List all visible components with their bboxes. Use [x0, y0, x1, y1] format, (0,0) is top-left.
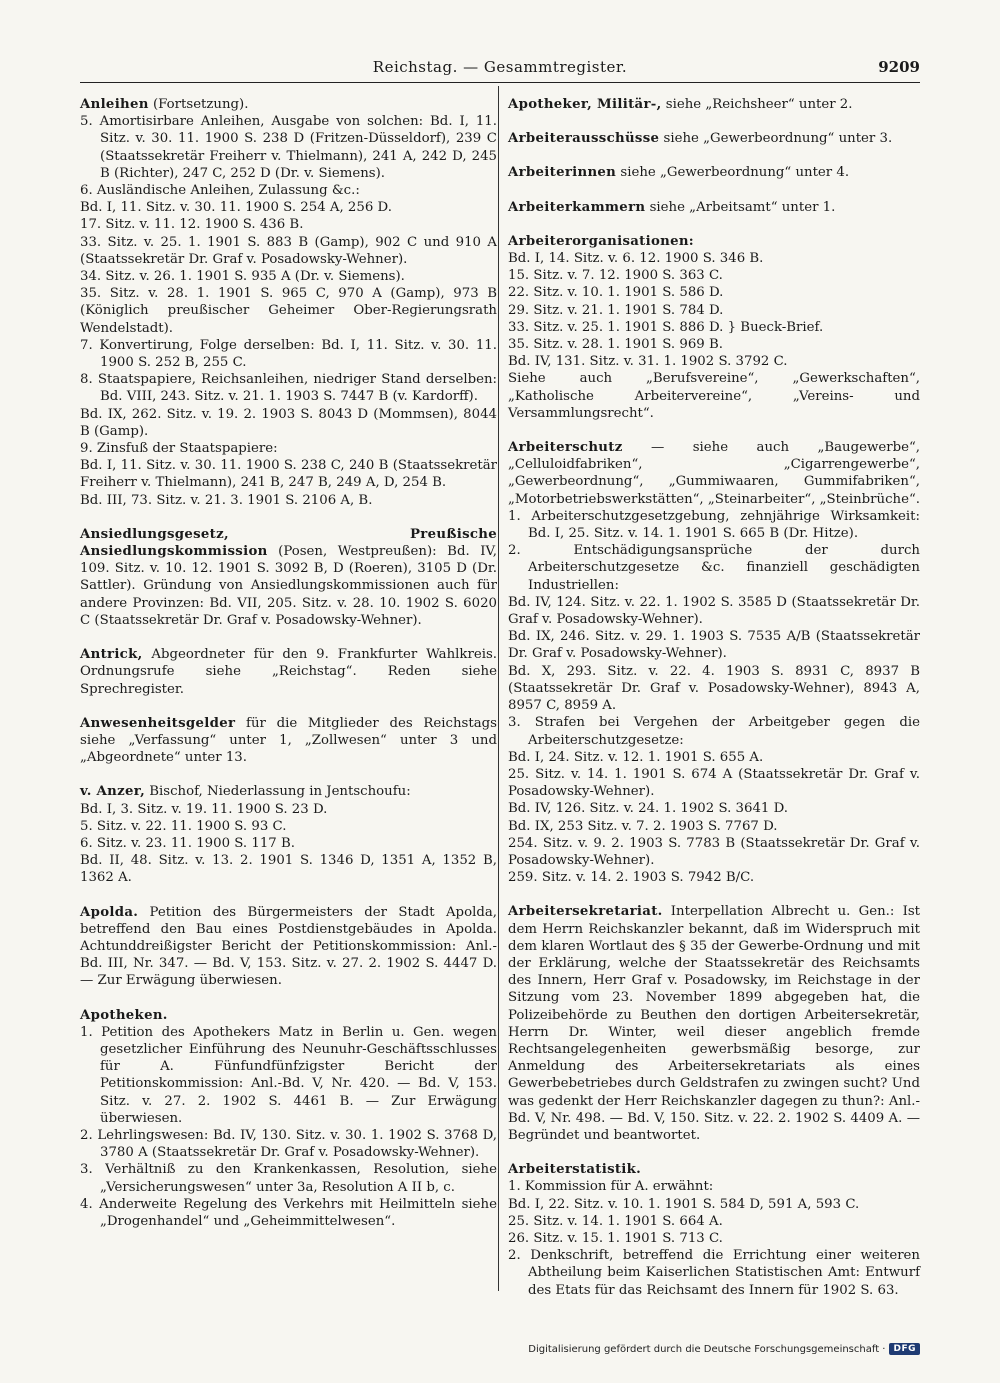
entry-line: 6. Sitz. v. 23. 11. 1900 S. 117 B. [80, 835, 295, 851]
entry-keyword: Anleihen [80, 97, 149, 112]
entry-line: 33. Sitz. v. 25. 1. 1901 S. 883 B (Gamp), 902 C und 910 A (Staatssekretär Dr. Graf v. Posadowsky-Wehner). [80, 234, 497, 267]
entry-keyword: Apotheker, Militär-, [508, 97, 662, 112]
entry-line: 29. Sitz. v. 21. 1. 1901 S. 784 D. [508, 302, 724, 318]
entry-text: (Posen, Westpreußen): Bd. IV, 109. Sitz. v. 10. 12. 1901 S. 3092 B, D (Roeren), 3105 D (Dr. Sattler). Gründung von Ansiedlungskommissionen auch für andere Provinzen: Bd. VII, 205. Sitz. v. 28. 10. 1902 S. 6020 C (Staatssekretär Dr. Graf v. Posadowsky-Wehner). [80, 544, 497, 628]
entry-line: 2. Denkschrift, betreffend die Errichtung einer weiteren Abtheilung beim Kaiserlichen Statistischen Amt: Entwurf des Etats für das Reichsamt des Innern für 1902 S. 63. [508, 1248, 920, 1298]
entry-line: Bd. X, 293. Sitz. v. 22. 4. 1903 S. 8931 C, 8937 B (Staatssekretär Dr. Graf v. Posadowsky-Wehner), 8943 A, 8957 C, 8959 A. [508, 663, 920, 714]
register-entry [80, 904, 497, 990]
entry-line: 4. Anderweite Regelung des Verkehrs mit Heilmitteln siehe „Drogenhandel“ und „Geheimmittelwesen“. [80, 1196, 497, 1229]
entry-keyword: Arbeiterstatistik. [508, 1162, 642, 1178]
register-entry [508, 164, 920, 181]
entry-line: 26. Sitz. v. 15. 1. 1901 S. 713 C. [508, 1230, 723, 1246]
register-entry [80, 1007, 497, 1231]
entry-lead [508, 439, 920, 508]
left-column [80, 96, 497, 1247]
entry-line: 22. Sitz. v. 10. 1. 1901 S. 586 D. [508, 285, 724, 301]
entry-text: Interpellation Albrecht u. Gen.: Ist dem Herrn Reichskanzler bekannt, daß im Widerspruch mit dem klaren Wortlaut des § 35 der Gewerbe-Ordnung und mit der Erklärung, welche der Staatssekretär des Reichsamts des Innern, Herr Graf v. Posadowsky, im Reichstage in der Sitzung vom 23. November 1899 abgegeben hat, die Polizeibehörde zu Beuthen den dortigen Arbeitersekretär, Herrn Dr. Winter, weil dieser angeblich fremde Rechtsangelegenheiten gewerbsmäßig besorge, zur Anmeldung des Arbeitersekretariats als eines Gewerbebetriebes durch Geldstrafen zu zwingen sucht? Und was gedenkt der Herr Reichskanzler dagegen zu thun?: Anl.-Bd. V, Nr. 498. — Bd. V, 150. Sitz. v. 22. 2. 1902 S. 4409 A. — Begründet und beantwortet. [508, 904, 920, 1143]
entry-keyword: Apolda. [80, 904, 139, 920]
entry-keyword: Arbeiterausschüsse [508, 131, 660, 147]
entry-keyword: Anwesenheitsgelder [80, 715, 236, 731]
entry-line: 35. Sitz. v. 28. 1. 1901 S. 965 C, 970 A (Gamp), 973 B (Königlich preußischer Geheimer Ober-Regierungsrath Wendelstadt). [80, 286, 497, 336]
register-entry [508, 96, 920, 113]
footer-credit [528, 1343, 920, 1355]
entry-line: Bd. III, 73. Sitz. v. 21. 3. 1901 S. 2106 A, B. [80, 492, 373, 508]
entry-line: Bd. IV, 126. Sitz. v. 24. 1. 1902 S. 3641 D. [508, 801, 789, 817]
entry-keyword: Arbeitersekretariat. [508, 904, 663, 920]
entry-line: 25. Sitz. v. 14. 1. 1901 S. 674 A (Staatssekretär Dr. Graf v. Posadowsky-Wehner). [508, 766, 920, 800]
entry-keyword: Apotheken. [80, 1007, 168, 1023]
entry-line: 3. Verhältniß zu den Krankenkassen, Resolution, siehe „Versicherungswesen“ unter 3a, Resolution A II b, c. [80, 1162, 497, 1195]
register-entry [80, 96, 497, 509]
entry-line: 34. Sitz. v. 26. 1. 1901 S. 935 A (Dr. v. Siemens). [80, 269, 405, 285]
register-entry [80, 526, 497, 629]
entry-line: 17. Sitz. v. 11. 12. 1900 S. 436 B. [80, 217, 304, 233]
register-entry [508, 1161, 920, 1299]
right-column [508, 96, 920, 1316]
entry-line: Bd. II, 48. Sitz. v. 13. 2. 1901 S. 1346 D, 1351 A, 1352 B, 1362 A. [80, 853, 497, 886]
entry-line: 3. Strafen bei Vergehen der Arbeitgeber gegen die Arbeiterschutzgesetze: [508, 715, 920, 748]
entry-keyword: Antrick, [80, 647, 143, 663]
entry-keyword: v. Anzer, [80, 784, 146, 800]
entry-keyword: Arbeiterinnen [508, 165, 617, 181]
entry-lead [508, 233, 920, 250]
entry-text: für die Mitglieder des Reichstags siehe „Verfassung“ unter 1, „Zollwesen“ unter 3 und „Abgeordnete“ unter 13. [80, 715, 497, 766]
entry-line: 5. Sitz. v. 22. 11. 1900 S. 93 C. [80, 818, 287, 834]
entry-lead [80, 526, 497, 629]
register-entry [508, 199, 920, 216]
running-title: Reichstag. — Gesammtregister. [372, 58, 628, 76]
entry-line: Bd. IV, 124. Sitz. v. 22. 1. 1902 S. 3585 D (Staatssekretär Dr. Graf v. Posadowsky-Wehner). [508, 594, 920, 628]
entry-line: 8. Staatspapiere, Reichsanleihen, niedriger Stand derselben: Bd. VIII, 243. Sitz. v. 21. 1. 1903 S. 7447 B (v. Kardorff). [80, 372, 497, 405]
entry-lead [80, 715, 497, 767]
entry-line: Bd. I, 24. Sitz. v. 12. 1. 1901 S. 655 A. [508, 749, 764, 765]
entry-text: Petition des Bürgermeisters der Stadt Apolda, betreffend den Bau eines Postdienstgebäudes in Apolda. Achtunddreißigster Bericht der Petitionskommission: Anl.-Bd. III, Nr. 347. — Bd. V, 153. Sitz. v. 27. 2. 1902 S. 4447 D. — Zur Erwägung überwiesen. [80, 904, 497, 989]
entry-line: 9. Zinsfuß der Staatspapiere: [80, 441, 278, 457]
entry-line: Bd. I, 3. Sitz. v. 19. 11. 1900 S. 23 D. [80, 801, 328, 817]
entry-text: siehe „Arbeitsamt“ unter 1. [645, 199, 836, 215]
register-entry [80, 715, 497, 767]
register-entry [508, 233, 920, 422]
entry-lead [80, 96, 497, 113]
entry-line: Bd. I, 22. Sitz. v. 10. 1. 1901 S. 584 D, 591 A, 593 C. [508, 1196, 860, 1212]
entry-line: 7. Konvertirung, Folge derselben: Bd. I, 11. Sitz. v. 30. 11. 1900 S. 252 B, 255 C. [80, 337, 497, 371]
entry-line: 2. Lehrlingswesen: Bd. IV, 130. Sitz. v. 30. 1. 1902 S. 3768 D, 3780 A (Staatssekretär Dr. Graf v. Posadowsky-Wehner). [80, 1127, 497, 1161]
entry-line: 35. Sitz. v. 28. 1. 1901 S. 969 B. [508, 337, 723, 353]
entry-line: Bd. I, 11. Sitz. v. 30. 11. 1900 S. 254 A, 256 D. [80, 200, 392, 216]
footer-text: Digitalisierung gefördert durch die Deutsche Forschungsgemeinschaft · [528, 1343, 886, 1355]
entry-line: 15. Sitz. v. 7. 12. 1900 S. 363 C. [508, 268, 723, 284]
entry-text: siehe „Gewerbeordnung“ unter 3. [659, 131, 893, 147]
register-entry [508, 439, 920, 886]
entry-lead [80, 783, 497, 800]
register-entry [80, 783, 497, 886]
entry-line: 33. Sitz. v. 25. 1. 1901 S. 886 D. } Bueck-Brief. [508, 319, 824, 335]
entry-text: Abgeordneter für den 9. Frankfurter Wahlkreis. Ordnungsrufe siehe „Reichstag“. Reden siehe Sprechregister. [80, 647, 497, 697]
register-entry [508, 130, 920, 147]
column-divider [498, 86, 499, 1291]
entry-lead [508, 903, 920, 1144]
entry-keyword: Arbeiterkammern [508, 199, 646, 215]
entry-line: 1. Arbeiterschutzgesetzgebung, zehnjährige Wirksamkeit: Bd. I, 25. Sitz. v. 14. 1. 1901 S. 665 B (Dr. Hitze). [508, 508, 920, 542]
entry-line: 1. Kommission für A. erwähnt: [508, 1179, 714, 1195]
entry-lead [80, 646, 497, 698]
dfg-logo: DFG [889, 1343, 920, 1355]
entry-line: 259. Sitz. v. 14. 2. 1903 S. 7942 B/C. [508, 870, 755, 886]
entry-line: 2. Entschädigungsansprüche der durch Arbeiterschutzgesetze &c. finanziell geschädigten Industriellen: [508, 543, 920, 593]
entry-keyword: Ansiedlungsgesetz, Preußische Ansiedlungskommission [80, 526, 497, 560]
entry-line: Bd. IX, 246. Sitz. v. 29. 1. 1903 S. 7535 A/B (Staatssekretär Dr. Graf v. Posadowsky-Wehner). [508, 629, 920, 662]
page-header [80, 58, 920, 80]
entry-lead [508, 199, 920, 216]
entry-keyword: Arbeiterorganisationen: [508, 233, 695, 249]
entry-text: siehe „Reichsheer“ unter 2. [661, 97, 853, 112]
entry-line: 25. Sitz. v. 14. 1. 1901 S. 664 A. [508, 1213, 723, 1229]
entry-line: Bd. I, 11. Sitz. v. 30. 11. 1900 S. 238 C, 240 B (Staatssekretär Freiherr v. Thielmann), 241 B, 247 B, 249 A, D, 254 B. [80, 458, 497, 491]
entry-lead [508, 96, 920, 113]
entry-line: 5. Amortisirbare Anleihen, Ausgabe von solchen: Bd. I, 11. Sitz. v. 30. 11. 1900 S. 238 D (Fritzen-Düsseldorf), 239 C (Staatssekretär Freiherr v. Thielmann), 241 A, 242 D, 245 B (Richter), 247 C, 252 D (Dr. v. Siemens). [80, 114, 497, 181]
entry-line: Bd. I, 14. Sitz. v. 6. 12. 1900 S. 346 B. [508, 251, 764, 267]
entry-text: siehe „Gewerbeordnung“ unter 4. [616, 165, 850, 181]
entry-text: Bischof, Niederlassung in Jentschoufu: [145, 784, 411, 800]
entry-line: 6. Ausländische Anleihen, Zulassung &c.: [80, 183, 360, 199]
entry-lead [508, 1161, 920, 1178]
entry-line: Bd. IX, 253 Sitz. v. 7. 2. 1903 S. 7767 D. [508, 818, 778, 834]
page-number: 9209 [878, 58, 920, 76]
register-entry [80, 646, 497, 698]
entry-lead [80, 1007, 497, 1024]
entry-line: 254. Sitz. v. 9. 2. 1903 S. 7783 B (Staatssekretär Dr. Graf v. Posadowsky-Wehner). [508, 835, 920, 868]
entry-lead [508, 164, 920, 181]
entry-line: Bd. IV, 131. Sitz. v. 31. 1. 1902 S. 3792 C. [508, 354, 788, 370]
entry-text: — siehe auch „Baugewerbe“, „Celluloidfabriken“, „Cigarrengewerbe“, „Gewerbeordnung“, „Gummiwaaren, Gummifabriken“, „Motorbetriebswerkstätten“, „Steinarbeiter“, „Steinbrüche“. [508, 440, 921, 507]
entry-line: Siehe auch „Berufsvereine“, „Gewerkschaften“, „Katholische Arbeitervereine“, „Vereins- und Versammlungsrecht“. [508, 371, 920, 421]
entry-keyword: Arbeiterschutz [508, 440, 623, 456]
header-rule [80, 82, 920, 83]
entry-lead [80, 904, 497, 990]
entry-line: 1. Petition des Apothekers Matz in Berlin u. Gen. wegen gesetzlicher Einführung des Neunuhr-Geschäftsschlusses für A. Fünfundfünfzigster Bericht der Petitionskommission: Anl.-Bd. V, Nr. 420. — Bd. V, 153. Sitz. v. 27. 2. 1902 S. 4461 B. — Zur Erwägung überwiesen. [80, 1024, 497, 1126]
entry-line: Bd. IX, 262. Sitz. v. 19. 2. 1903 S. 8043 D (Mommsen), 8044 B (Gamp). [80, 406, 497, 439]
entry-lead [508, 130, 920, 147]
entry-text: (Fortsetzung). [148, 97, 249, 112]
register-entry [508, 903, 920, 1144]
